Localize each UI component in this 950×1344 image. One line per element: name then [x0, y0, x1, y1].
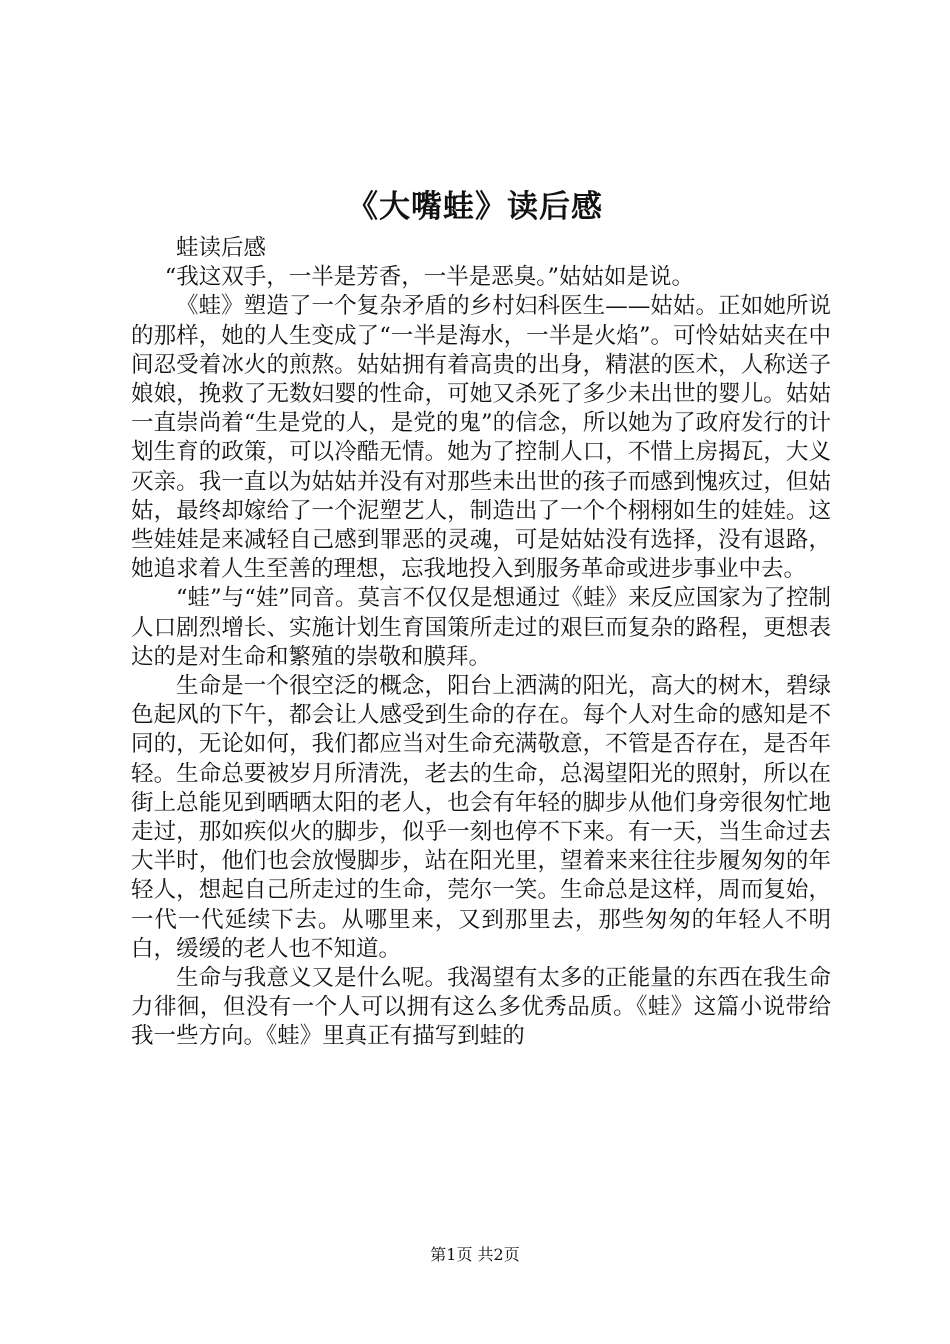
paragraph: 生命与我意义又是什么呢。我渴望有太多的正能量的东西在我生命力徘徊，但没有一个人可以拥有这么多优秀品质。《蛙》这篇小说带给我一些方向。《蛙》里真正有描写到蛙的	[131, 965, 831, 1050]
paragraph: 《蛙》塑造了一个复杂矛盾的乡村妇科医生——姑姑。正如她所说的那样，她的人生变成了“一半是海水，一半是火焰”。可怜姑姑夹在中间忍受着冰火的煎熬。姑姑拥有着高贵的出身，精湛的医术，人称送子娘娘，挽救了无数妇婴的性命，可她又杀死了多少未出世的婴儿。姑姑一直崇尚着“生是党的人，是党的鬼”的信念，所以她为了政府发行的计划生育的政策，可以冷酷无情。她为了控制人口，不惜上房揭瓦，大义灭亲。我一直以为姑姑并没有对那些未出世的孩子而感到愧疚过，但姑姑，最终却嫁给了一个泥塑艺人，制造出了一个个栩栩如生的娃娃。这些娃娃是来减轻自己感到罪恶的灵魂，可是姑姑没有选择，没有退路，她追求着人生至善的理想，忘我地投入到服务革命或进步事业中去。	[131, 293, 831, 583]
paragraph: “蛙”与“娃”同音。莫言不仅仅是想通过《蛙》来反应国家为了控制人口剧烈增长、实施计划生育国策所走过的艰巨而复杂的路程，更想表达的是对生命和繁殖的崇敬和膜拜。	[131, 585, 831, 670]
paragraph: 生命是一个很空泛的概念，阳台上洒满的阳光，高大的树木，碧绿色起风的下午，都会让人感受到生命的存在。每个人对生命的感知是不同的，无论如何，我们都应当对生命充满敬意，不管是否存在，是否年轻。生命总要被岁月所清洗，老去的生命，总渴望阳光的照射，所以在街上总能见到晒晒太阳的老人，也会有年轻的脚步从他们身旁很匆忙地走过，那如疾似火的脚步，似乎一刻也停不下来。有一天，当生命过去大半时，他们也会放慢脚步，站在阳光里，望着来来往往步履匆匆的年轻人，想起自己所走过的生命，莞尔一笑。生命总是这样，周而复始，一代一代延续下去。从哪里来，又到那里去，那些匆匆的年轻人不明白，缓缓的老人也不知道。	[131, 673, 831, 962]
document-title: 《大嘴蛙》读后感	[347, 189, 603, 225]
paragraph-subtitle: 蛙读后感	[176, 235, 267, 261]
paragraph-quote: “我这双手，一半是芳香，一半是恶臭。”姑姑如是说。	[164, 264, 695, 291]
page-footer: 第1页 共2页	[430, 1245, 520, 1264]
document-body	[131, 234, 831, 1052]
